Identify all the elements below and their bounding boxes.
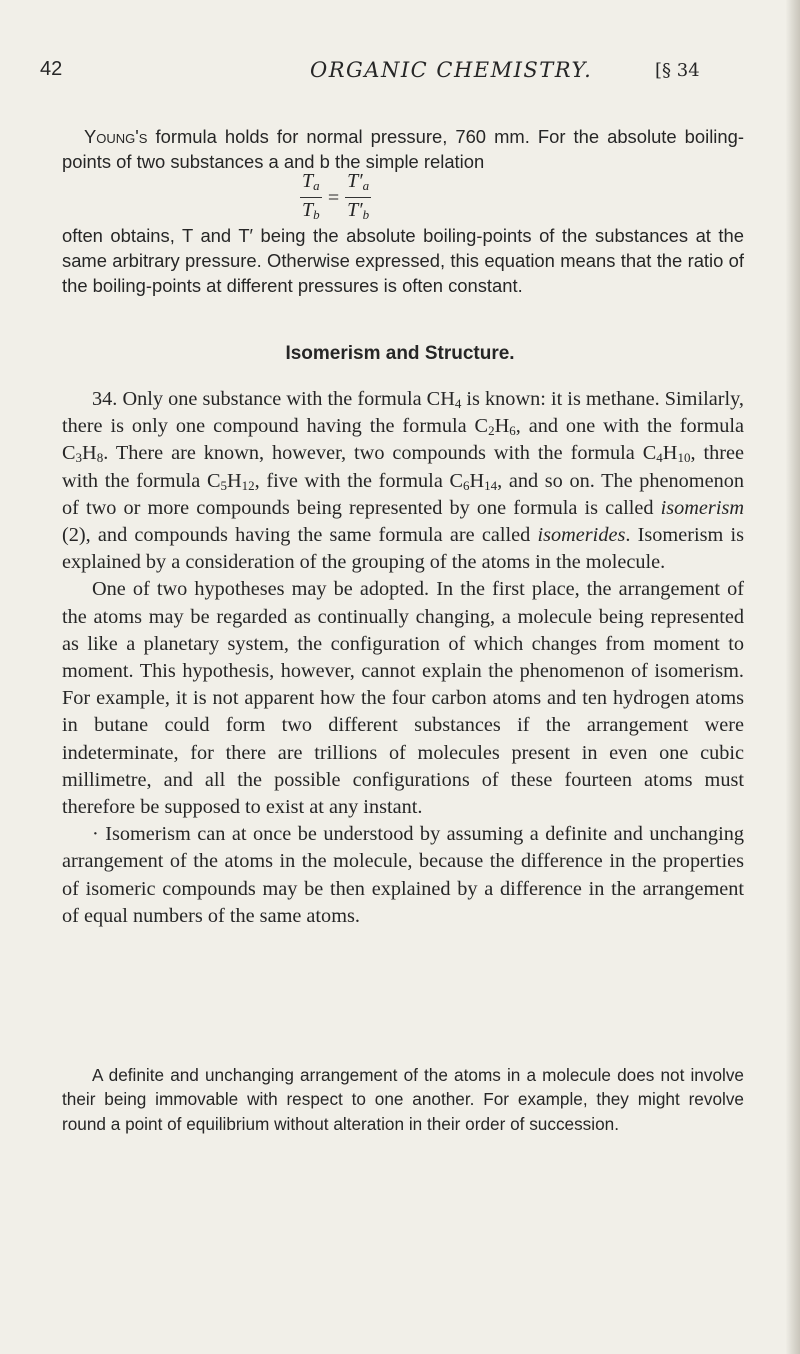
paragraph-young-text: formula holds for normal pressure, 760 mm. For the absolute boiling-points of two substances a and b the simple relation — [62, 126, 744, 172]
section-34-paragraph-2: One of two hypotheses may be adopted. In the first place, the arrangement of the atoms may be regarded as continually changing, a molecule being represented as like a planetary system, the configuration of which changes from moment to moment. This hypothesis, however, cannot explain the phenomenon of isomerism. For example, it is not apparent how the four carbon atoms and ten hydrogen atoms in butane could form two different substances if the arrangement were indeterminate, for there are trillions of molecules present in even one cubic millimetre, and all the possible configurations of these fourteen atoms must therefore be supposed to exist at any instant. — [62, 578, 744, 819]
section-34 — [62, 386, 744, 930]
section-reference: [§ 34 — [655, 60, 700, 81]
page-number: 42 — [40, 58, 63, 80]
term-isomerides: isomerides — [537, 524, 626, 547]
formula-equals: = — [326, 187, 341, 209]
paragraph-young — [62, 124, 744, 174]
boiling-point-formula — [300, 170, 371, 227]
section-34-paragraph-3: · Isomerism can at once be understood by assuming a definite and unchanging arrangement of the atoms in the molecule, because the difference in the properties of isomeric compounds may be then explained by a difference in the arrangement of equal numbers of the same atoms. — [62, 823, 744, 927]
small-print-note: A definite and unchanging arrangement of the atoms in a molecule does not involve their being immovable with respect to one another. For example, they might revolve round a point of equilibrium without alteration in their order of succession. — [62, 1065, 744, 1134]
formula-right-fraction: $\frac{T'_a}{T'_b}$ — [347, 170, 370, 222]
page-edge — [786, 0, 800, 1354]
running-title: ORGANIC CHEMISTRY. — [310, 58, 593, 82]
term-isomerism: isomerism — [660, 496, 744, 519]
formula-left-fraction: $\frac{T_a}{T_b}$ — [302, 170, 320, 222]
section-number: 34. — [92, 388, 118, 410]
section-heading: Isomerism and Structure. — [285, 343, 515, 364]
section-34-paragraph-1: 34. Only one substance with the formula $CH_4$ is known: it is methane. Similarly, there is only one compound having the formula $C_2H_6$, and one with the formula $C_3H_8$. There are known, however, two compounds with the formula $C_4H_{10}$, three with the formula $C_5H_{12}$, five with the formula $C_6H_{14}$, and so on. The phenomenon of two or more compounds being represented by one formula is called isomerism (2), and compounds having the same formula are called isomerides. Isomerism is explained by a consideration of the grouping of the atoms in the molecule. — [62, 388, 745, 574]
paragraph-after-formula: often obtains, T and T′ being the absolute boiling-points of the substances at the same arbitrary pressure. Otherwise expressed, this equation means that the ratio of the boiling-points at different pressures is often constant. — [62, 225, 744, 296]
author-name: Young's — [84, 126, 148, 147]
